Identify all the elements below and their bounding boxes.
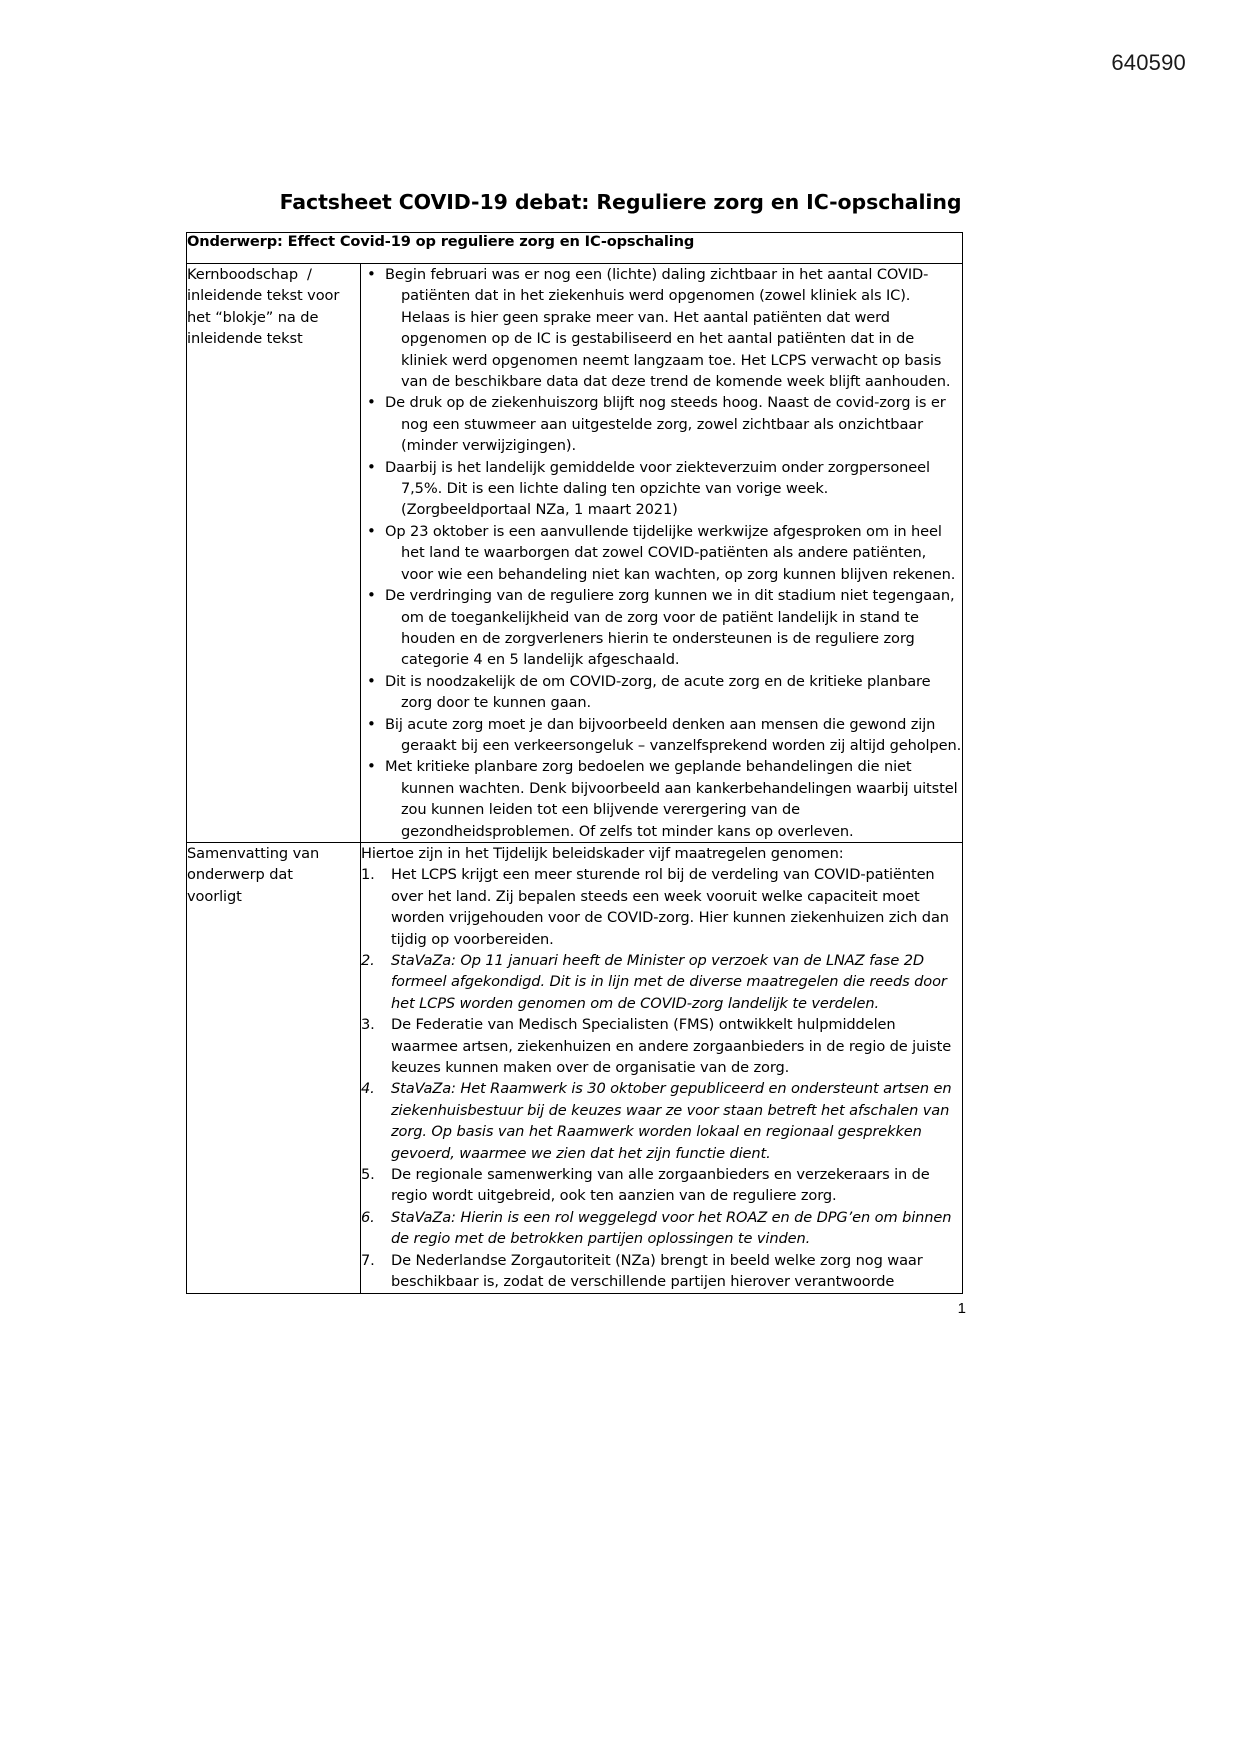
list-item xyxy=(361,671,962,714)
list-item-text: Begin februari was er nog een (lichte) daling zichtbaar in het aantal COVID-patiënten dat in het ziekenhuis werd opgenomen (zowel kliniek als IC). Helaas is hier geen sprake meer van. Het aantal patiënten dat werd opgenomen op de IC is gestabiliseerd en het aantal patiënten dat in de kliniek werd opgenomen neemt langzaam toe. Het LCPS verwacht op basis van de beschikbare data dat deze trend de komende week blijft aanhouden. xyxy=(385,266,951,391)
row-content-kernboodschap xyxy=(361,264,963,843)
page-number: 1 xyxy=(957,1300,966,1317)
list-item xyxy=(361,756,962,842)
list-item-number: 5. xyxy=(361,1166,375,1184)
bullet-icon: • xyxy=(367,457,376,476)
bullet-list xyxy=(361,264,962,842)
list-item xyxy=(361,392,962,456)
label-line: inleidende tekst xyxy=(187,330,303,348)
list-item-text: StaVaZa: Op 11 januari heeft de Minister op verzoek van de LNAZ fase 2D formeel afgekondigd. Dit is in lijn met de diverse maatregelen die reeds door het LCPS worden genomen om de COVID-zorg landelijk te verdelen. xyxy=(391,952,947,1012)
list-item-text: De Nederlandse Zorgautoriteit (NZa) brengt in beeld welke zorg nog waar beschikbaar is, zodat de verschillende partijen hierover verantwoorde xyxy=(391,1251,923,1291)
label-line: onderwerp dat xyxy=(187,866,293,884)
factsheet-table xyxy=(186,232,963,1294)
list-item-text: De druk op de ziekenhuiszorg blijft nog steeds hoog. Naast de covid-zorg is er nog een stuwmeer aan uitgestelde zorg, zowel zichtbaar als onzichtbaar (minder verwijzigingen). xyxy=(385,394,946,455)
list-item xyxy=(361,1250,962,1293)
label-line: voorligt xyxy=(187,887,242,905)
table-row-kernboodschap xyxy=(187,264,963,843)
list-item-number: 2. xyxy=(361,952,375,969)
bullet-icon: • xyxy=(367,714,376,733)
bullet-icon: • xyxy=(367,671,376,690)
table-row-samenvatting xyxy=(187,842,963,1293)
list-item xyxy=(361,457,962,521)
list-item-number: 7. xyxy=(361,1251,375,1269)
row-label-samenvatting xyxy=(187,842,361,1293)
page-title: Factsheet COVID-19 debat: Reguliere zorg en IC-opschaling xyxy=(279,190,962,214)
table-row-subject xyxy=(187,233,963,264)
bullet-icon: • xyxy=(367,757,376,776)
label-line: Kernboodschap / xyxy=(187,266,312,283)
list-item-text: Daarbij is het landelijk gemiddelde voor ziekteverzuim onder zorgpersoneel 7,5%. Dit is een lichte daling ten opzichte van vorige week. (Zorgbeeldportaal NZa, 1 maart 2021) xyxy=(385,458,930,519)
list-item-text: Met kritieke planbare zorg bedoelen we geplande behandelingen die niet kunnen wachten. Denk bijvoorbeeld aan kankerbehandelingen waarbij uitstel zou kunnen leiden tot een blijvende verergering van de gezondheidsproblemen. Of zelfs tot minder kans op overleven. xyxy=(385,758,958,840)
list-item-number: 3. xyxy=(361,1016,375,1034)
list-item xyxy=(361,264,962,392)
list-item-number: 6. xyxy=(361,1208,375,1226)
label-line: inleidende tekst voor xyxy=(187,287,340,305)
list-item-text: De regionale samenwerking van alle zorgaanbieders en verzekeraars in de regio wordt uitgebreid, ook ten aanzien van de reguliere zorg. xyxy=(391,1166,930,1205)
list-item-text: Bij acute zorg moet je dan bijvoorbeeld denken aan mensen die gewond zijn geraakt bij een verkeersongeluk – vanzelfsprekend worden zij altijd geholpen. xyxy=(385,715,962,754)
intro-text: Hiertoe zijn in het Tijdelijk beleidskader vijf maatregelen genomen: xyxy=(361,844,844,862)
label-line: Samenvatting van xyxy=(187,844,320,862)
list-item-text: De verdringing van de reguliere zorg kunnen we in dit stadium niet tegengaan, om de toegankelijkheid van de zorg voor de patiënt landelijk in stand te houden en de zorgverleners hierin te ondersteunen is de reguliere zorg categorie 4 en 5 landelijk afgeschaald. xyxy=(385,587,955,669)
row-label-kernboodschap xyxy=(187,264,361,843)
bullet-icon: • xyxy=(367,393,376,412)
list-item xyxy=(361,1207,962,1250)
list-item-text: Het LCPS krijgt een meer sturende rol bij de verdeling van COVID-patiënten over het land. Zij bepalen steeds een week vooruit welke capaciteit moet worden vrijgehouden voor de COVID-zorg. Hier kunnen ziekenhuizen zich dan tijdig op voorbereiden. xyxy=(391,866,949,948)
list-item xyxy=(361,950,962,1014)
list-item xyxy=(361,1078,962,1164)
list-item-text: Dit is noodzakelijk de om COVID-zorg, de acute zorg en de kritieke planbare zorg door te kunnen gaan. xyxy=(385,672,931,712)
list-item-text: Op 23 oktober is een aanvullende tijdelijke werkwijze afgesproken om in heel het land te waarborgen dat zowel COVID-patiënten als andere patiënten, voor wie een behandeling niet kan wachten, op zorg kunnen blijven rekenen. xyxy=(385,522,956,583)
row-content-samenvatting xyxy=(361,842,963,1293)
list-item xyxy=(361,1014,962,1078)
list-item-text: De Federatie van Medisch Specialisten (FMS) ontwikkelt hulpmiddelen waarmee artsen, ziekenhuizen en andere zorgaanbieders in de regio de juiste keuzes kunnen maken over de organisatie van de zorg. xyxy=(391,1016,952,1077)
list-item-number: 1. xyxy=(361,866,375,884)
bullet-icon: • xyxy=(367,586,376,605)
numbered-list xyxy=(361,864,962,1292)
document-number: 640590 xyxy=(1111,50,1186,75)
list-item xyxy=(361,714,962,757)
list-item xyxy=(361,521,962,585)
list-item xyxy=(361,585,962,671)
bullet-icon: • xyxy=(367,521,376,540)
label-line: het “blokje” na de xyxy=(187,308,319,326)
list-item xyxy=(361,1164,962,1207)
list-item-text: StaVaZa: Het Raamwerk is 30 oktober gepubliceerd en ondersteunt artsen en ziekenhuisbestuur bij de keuzes waar ze voor staan betreft het afschalen van zorg. Op basis van het Raamwerk worden lokaal en regionaal gesprekken gevoerd, waarmee we zien dat het zijn functie dient. xyxy=(391,1080,952,1162)
list-item xyxy=(361,864,962,950)
list-item-text: StaVaZa: Hierin is een rol weggelegd voor het ROAZ en de DPG’en om binnen de regio met de betrokken partijen oplossingen te vinden. xyxy=(391,1208,952,1248)
subject-header-cell: Onderwerp: Effect Covid-19 op reguliere zorg en IC-opschaling xyxy=(187,233,963,264)
bullet-icon: • xyxy=(367,265,376,283)
list-item-number: 4. xyxy=(361,1080,375,1098)
